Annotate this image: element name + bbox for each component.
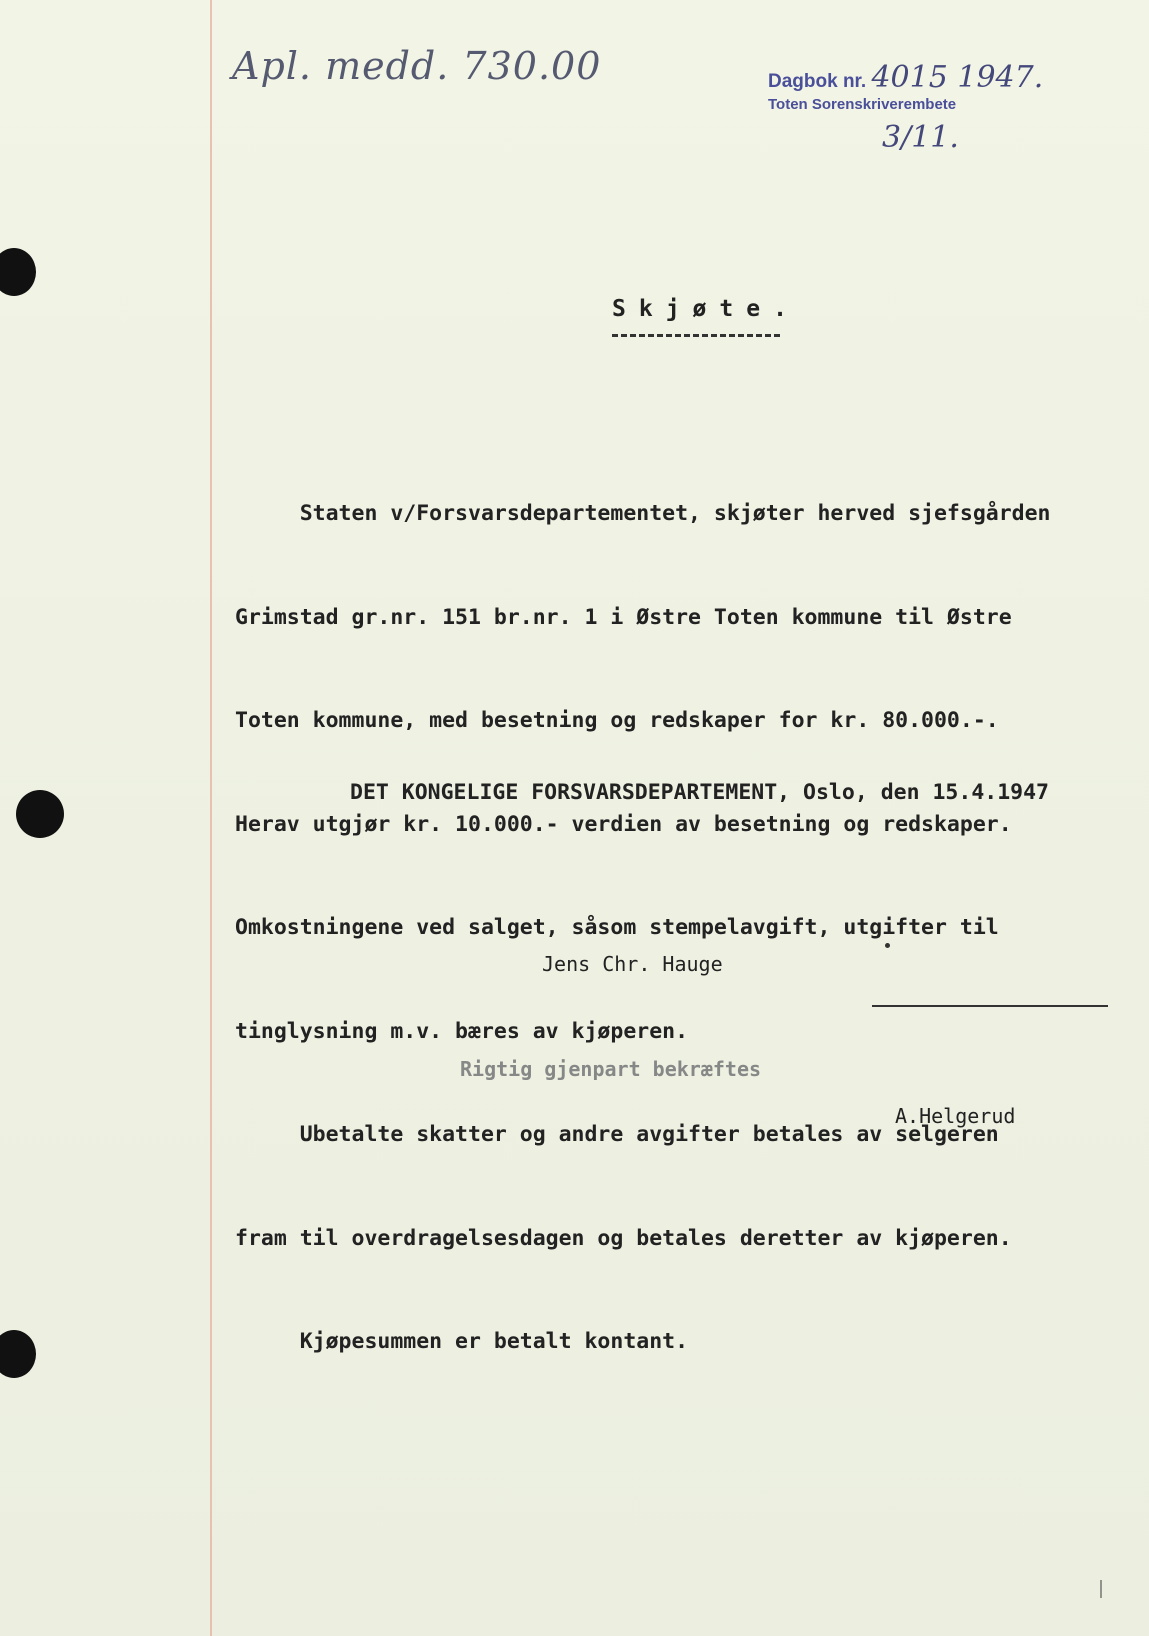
title-underline [612,334,780,337]
punch-hole-middle [16,790,64,838]
signer-name: Jens Chr. Hauge [542,952,723,976]
body-line: Omkostningene ved salget, såsom stempelavgift, utgifter til [235,915,999,940]
ink-dot [885,943,890,948]
body-line: tinglysning m.v. bæres av kjøperen. [235,1018,689,1044]
punch-hole-bottom [0,1330,36,1378]
edge-mark [1100,1580,1102,1598]
certifier-name: A.Helgerud [895,1104,1016,1128]
certification-stamp: Rigtig gjenpart bekræftes [460,1057,762,1081]
signature-rule [872,1005,1108,1007]
body-line: Kjøpesummen er betalt kontant. [235,1329,689,1354]
body-line: fram til overdragelsesdagen og betales deretter av kjøperen. [235,1225,1012,1251]
document-title: Skjøte. [612,296,800,322]
ministry-date-line: DET KONGELIGE FORSVARSDEPARTEMENT, Oslo, den 15.4.1947 [350,780,1049,805]
margin-line [210,0,212,1636]
handwritten-fee: Apl. medd. 730.00 [232,44,602,88]
stamp-date-note: 3/11. [882,120,959,155]
punch-hole-top [0,248,36,296]
body-line: Herav utgjør kr. 10.000.- verdien av besetning og redskaper. [235,811,1012,837]
body-line: Staten v/Forsvarsdepartementet, skjøter herved sjefsgården [235,501,1051,526]
body-line: Toten kommune, med besetning og redskaper for kr. 80.000.-. [235,708,999,733]
stamp-number: 4015 1947. [871,60,1044,95]
stamp-office: Toten Sorenskriverembete [768,96,957,113]
body-line: Grimstad gr.nr. 151 br.nr. 1 i Østre Toten kommune til Østre [235,604,1012,630]
diary-stamp [768,60,1043,113]
stamp-label: Dagbok nr. [768,71,867,92]
body-line: Ubetalte skatter og andre avgifter betales av selgeren [235,1122,999,1147]
document-body [235,428,1115,1429]
